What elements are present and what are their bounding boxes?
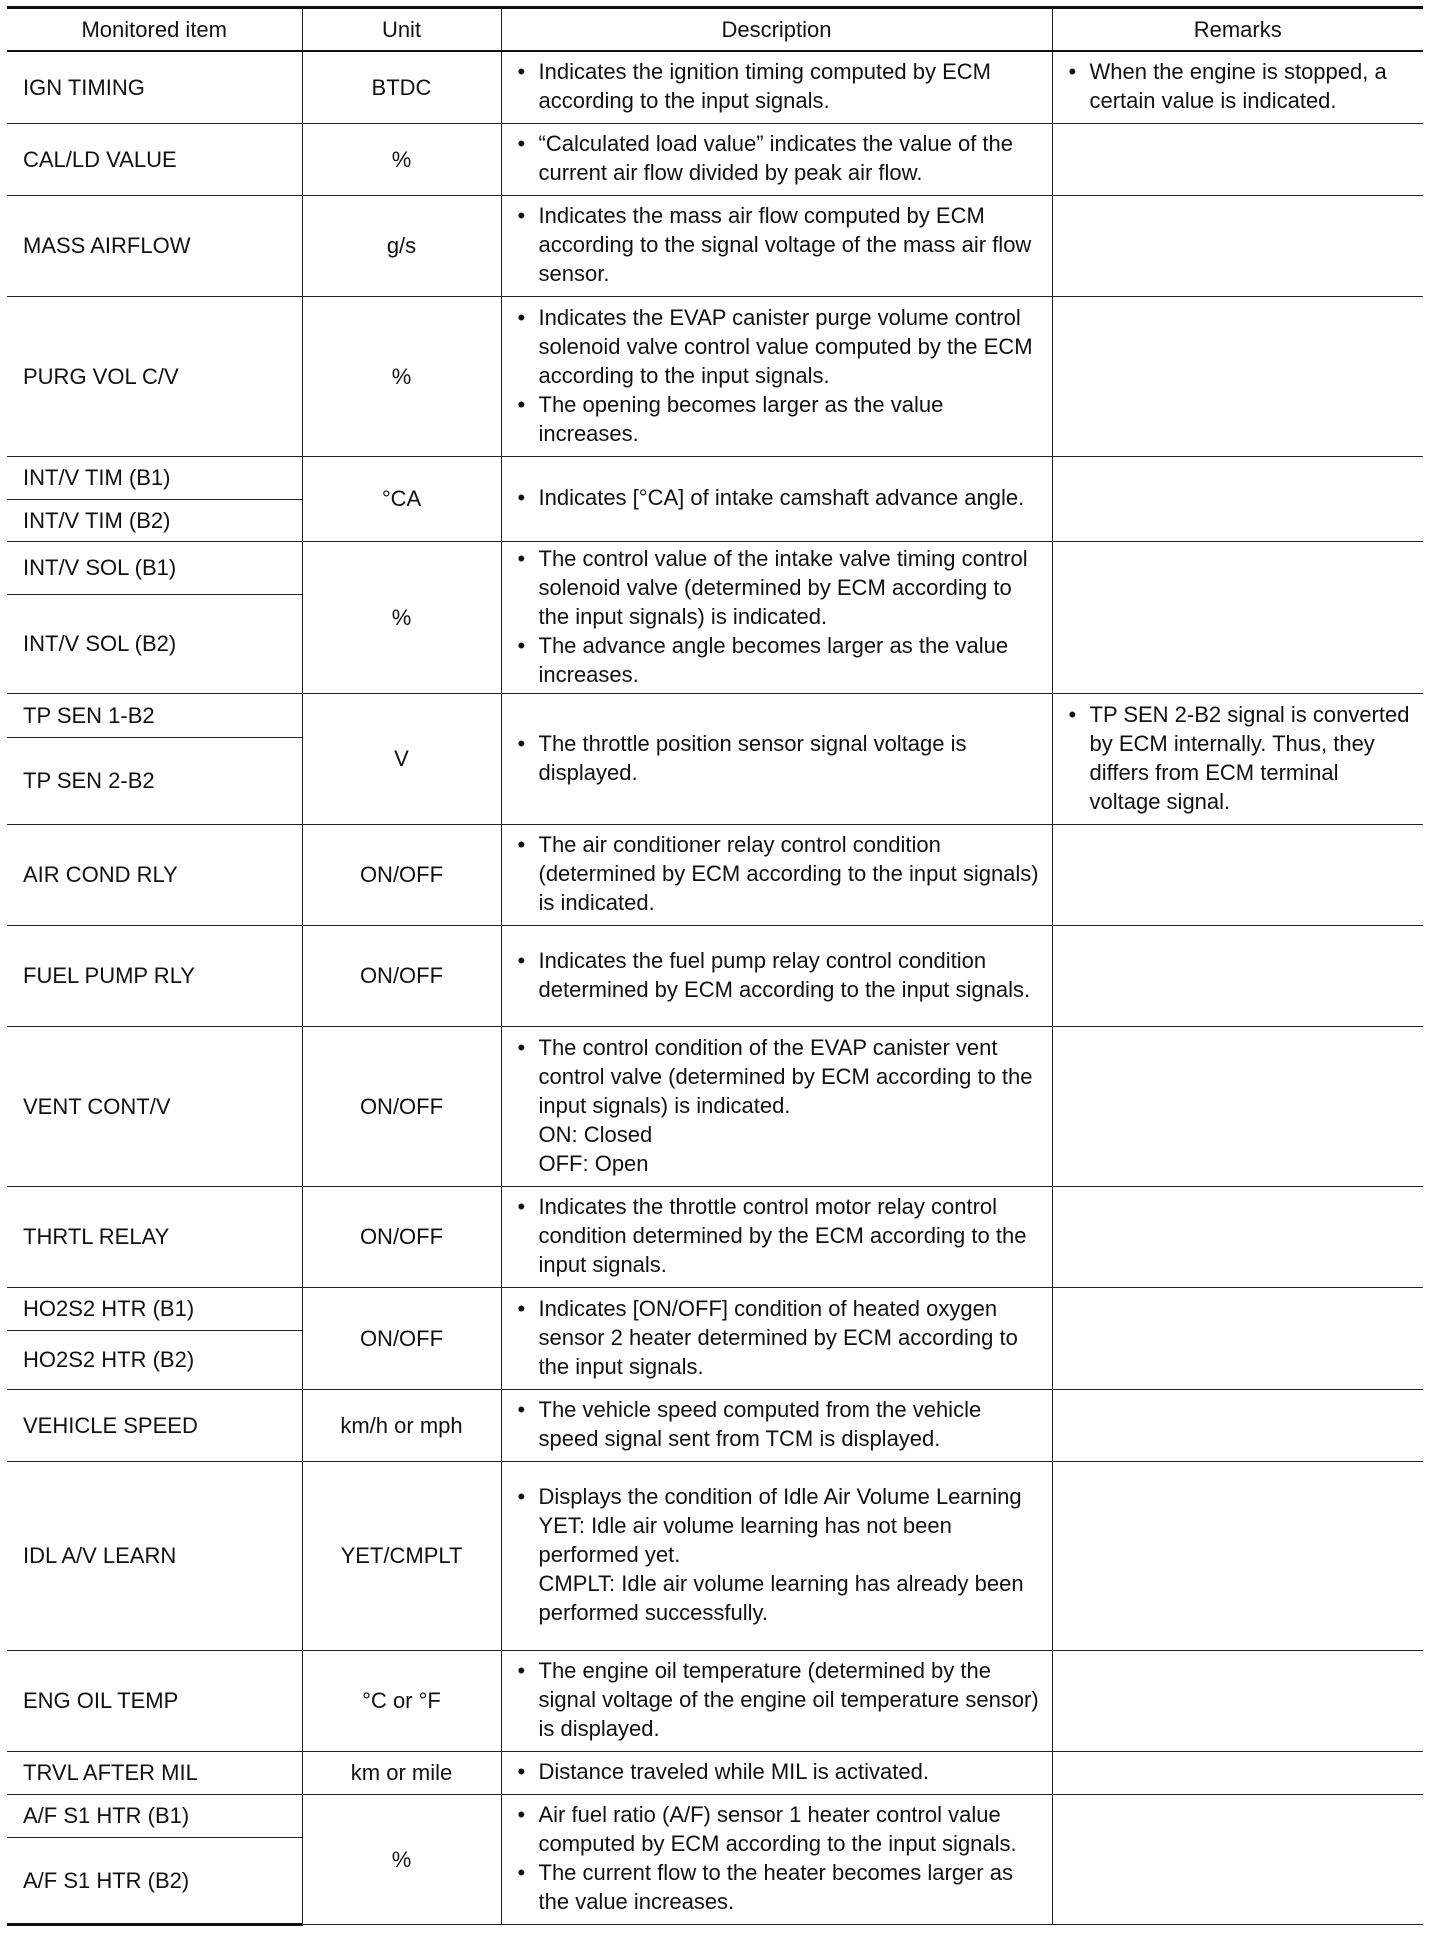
description-list bbox=[514, 1192, 1042, 1279]
description-bullet: • Distance traveled while MIL is activated. bbox=[514, 1757, 1042, 1786]
monitored-item-cell: VEHICLE SPEED bbox=[7, 1389, 302, 1461]
description-bullet: • The current flow to the heater becomes larger as the value increases. bbox=[514, 1858, 1042, 1916]
remarks-cell bbox=[1052, 195, 1423, 296]
description-cell bbox=[501, 51, 1052, 123]
description-list bbox=[514, 544, 1042, 689]
monitored-item-cell: TP SEN 2-B2 bbox=[7, 737, 302, 824]
table-row bbox=[7, 456, 1423, 499]
unit-cell: °C or °F bbox=[302, 1650, 501, 1751]
remarks-cell bbox=[1052, 456, 1423, 541]
description-list bbox=[514, 1033, 1042, 1120]
header-remarks: Remarks bbox=[1052, 8, 1423, 52]
monitored-item-cell: INT/V SOL (B2) bbox=[7, 594, 302, 693]
monitored-item-cell: HO2S2 HTR (B2) bbox=[7, 1330, 302, 1389]
unit-cell: km/h or mph bbox=[302, 1389, 501, 1461]
description-list bbox=[514, 830, 1042, 917]
description-bullet: • The advance angle becomes larger as the value increases. bbox=[514, 631, 1042, 689]
description-cell bbox=[501, 925, 1052, 1026]
monitored-item-cell: INT/V TIM (B2) bbox=[7, 499, 302, 541]
table-row bbox=[7, 541, 1423, 594]
description-cell bbox=[501, 1650, 1052, 1751]
header-description: Description bbox=[501, 8, 1052, 52]
table-header-row bbox=[7, 8, 1423, 52]
unit-cell: °CA bbox=[302, 456, 501, 541]
remarks-cell bbox=[1052, 51, 1423, 123]
monitored-item-cell: PURG VOL C/V bbox=[7, 296, 302, 456]
remark-bullet: • When the engine is stopped, a certain value is indicated. bbox=[1065, 57, 1414, 115]
description-bullet: • Indicates [°CA] of intake camshaft advance angle. bbox=[514, 483, 1042, 512]
remarks-cell bbox=[1052, 1461, 1423, 1650]
unit-cell: ON/OFF bbox=[302, 1026, 501, 1186]
description-cell bbox=[501, 1751, 1052, 1794]
description-bullet: • Indicates the EVAP canister purge volume control solenoid valve control value computed by the ECM according to the input signals. bbox=[514, 303, 1042, 390]
description-subline: YET: Idle air volume learning has not been performed yet. bbox=[538, 1513, 952, 1567]
description-list bbox=[514, 729, 1042, 787]
table-row bbox=[7, 1026, 1423, 1186]
monitored-item-cell: A/F S1 HTR (B1) bbox=[7, 1794, 302, 1837]
unit-cell: ON/OFF bbox=[302, 1186, 501, 1287]
description-bullet: • Indicates [ON/OFF] condition of heated oxygen sensor 2 heater determined by ECM according to the input signals. bbox=[514, 1294, 1042, 1381]
monitored-item-cell: INT/V TIM (B1) bbox=[7, 456, 302, 499]
table-row bbox=[7, 1287, 1423, 1330]
description-cell bbox=[501, 195, 1052, 296]
unit-cell: V bbox=[302, 693, 501, 824]
description-list bbox=[514, 1800, 1042, 1916]
remarks-cell bbox=[1052, 1794, 1423, 1924]
unit-cell: ON/OFF bbox=[302, 925, 501, 1026]
description-bullet: • “Calculated load value” indicates the value of the current air flow divided by peak air flow. bbox=[514, 129, 1042, 187]
remarks-cell bbox=[1052, 123, 1423, 195]
description-bullet: • Air fuel ratio (A/F) sensor 1 heater control value computed by ECM according to the input signals. bbox=[514, 1800, 1042, 1858]
description-list bbox=[514, 201, 1042, 288]
description-cell bbox=[501, 1389, 1052, 1461]
description-bullet: • The air conditioner relay control condition (determined by ECM according to the input signals) is indicated. bbox=[514, 830, 1042, 917]
description-bullet: • The vehicle speed computed from the vehicle speed signal sent from TCM is displayed. bbox=[514, 1395, 1042, 1453]
monitored-item-cell: THRTL RELAY bbox=[7, 1186, 302, 1287]
remarks-cell bbox=[1052, 1287, 1423, 1389]
description-bullet: • The engine oil temperature (determined by the signal voltage of the engine oil temperature sensor) is displayed. bbox=[514, 1656, 1042, 1743]
monitored-item-cell: IGN TIMING bbox=[7, 51, 302, 123]
description-list bbox=[514, 1482, 1042, 1511]
monitored-item-cell: HO2S2 HTR (B1) bbox=[7, 1287, 302, 1330]
unit-cell: % bbox=[302, 123, 501, 195]
monitored-item-cell: IDL A/V LEARN bbox=[7, 1461, 302, 1650]
data-monitor-table bbox=[7, 6, 1423, 1926]
description-cell bbox=[501, 1461, 1052, 1650]
monitor-table-container bbox=[7, 6, 1423, 1926]
remarks-cell bbox=[1052, 1389, 1423, 1461]
monitored-item-cell: AIR COND RLY bbox=[7, 824, 302, 925]
monitored-item-cell: CAL/LD VALUE bbox=[7, 123, 302, 195]
description-cell bbox=[501, 693, 1052, 824]
remarks-cell bbox=[1052, 1650, 1423, 1751]
description-list bbox=[514, 303, 1042, 448]
remarks-cell bbox=[1052, 541, 1423, 693]
remarks-cell bbox=[1052, 1026, 1423, 1186]
description-bullet: • Displays the condition of Idle Air Volume Learning bbox=[514, 1482, 1042, 1511]
table-row bbox=[7, 296, 1423, 456]
unit-cell: ON/OFF bbox=[302, 1287, 501, 1389]
remarks-list bbox=[1065, 57, 1414, 115]
remarks-cell bbox=[1052, 296, 1423, 456]
description-subline: OFF: Open bbox=[538, 1150, 649, 1176]
monitored-item-cell: TP SEN 1-B2 bbox=[7, 693, 302, 737]
unit-cell: km or mile bbox=[302, 1751, 501, 1794]
unit-cell: g/s bbox=[302, 195, 501, 296]
unit-cell: % bbox=[302, 1794, 501, 1924]
table-row bbox=[7, 1650, 1423, 1751]
table-row bbox=[7, 925, 1423, 1026]
unit-cell: ON/OFF bbox=[302, 824, 501, 925]
monitored-item-cell: A/F S1 HTR (B2) bbox=[7, 1837, 302, 1924]
table-row bbox=[7, 824, 1423, 925]
table-body bbox=[7, 51, 1423, 1924]
remarks-cell bbox=[1052, 925, 1423, 1026]
description-cell bbox=[501, 541, 1052, 693]
header-monitored-item: Monitored item bbox=[7, 8, 302, 52]
table-row bbox=[7, 1186, 1423, 1287]
table-row bbox=[7, 123, 1423, 195]
description-bullet: • The opening becomes larger as the value increases. bbox=[514, 390, 1042, 448]
description-cell bbox=[501, 123, 1052, 195]
remarks-cell bbox=[1052, 1751, 1423, 1794]
monitored-item-cell: ENG OIL TEMP bbox=[7, 1650, 302, 1751]
monitored-item-cell: INT/V SOL (B1) bbox=[7, 541, 302, 594]
monitored-item-cell: VENT CONT/V bbox=[7, 1026, 302, 1186]
unit-cell: YET/CMPLT bbox=[302, 1461, 501, 1650]
table-row bbox=[7, 1794, 1423, 1837]
table-row bbox=[7, 51, 1423, 123]
description-cell bbox=[501, 1186, 1052, 1287]
table-row bbox=[7, 1389, 1423, 1461]
description-list bbox=[514, 129, 1042, 187]
description-bullet: • Indicates the mass air flow computed by ECM according to the signal voltage of the mass air flow sensor. bbox=[514, 201, 1042, 288]
description-list bbox=[514, 1395, 1042, 1453]
description-cell bbox=[501, 824, 1052, 925]
monitored-item-cell: TRVL AFTER MIL bbox=[7, 1751, 302, 1794]
description-bullet: • The control value of the intake valve timing control solenoid valve (determined by ECM according to the input signals) is indicated. bbox=[514, 544, 1042, 631]
description-cell bbox=[501, 456, 1052, 541]
description-list bbox=[514, 57, 1042, 115]
remarks-cell bbox=[1052, 693, 1423, 824]
monitored-item-cell: MASS AIRFLOW bbox=[7, 195, 302, 296]
remarks-list bbox=[1065, 700, 1414, 816]
unit-cell: BTDC bbox=[302, 51, 501, 123]
description-cell bbox=[501, 1794, 1052, 1924]
unit-cell: % bbox=[302, 296, 501, 456]
unit-cell: % bbox=[302, 541, 501, 693]
table-row bbox=[7, 1751, 1423, 1794]
table-row bbox=[7, 1461, 1423, 1650]
description-bullet: • Indicates the ignition timing computed by ECM according to the input signals. bbox=[514, 57, 1042, 115]
description-bullet: • The control condition of the EVAP canister vent control valve (determined by ECM according to the input signals) is indicated. bbox=[514, 1033, 1042, 1120]
description-cell bbox=[501, 1026, 1052, 1186]
description-bullet: • Indicates the throttle control motor relay control condition determined by the ECM according to the input signals. bbox=[514, 1192, 1042, 1279]
description-bullet: • The throttle position sensor signal voltage is displayed. bbox=[514, 729, 1042, 787]
description-list bbox=[514, 1757, 1042, 1786]
header-unit: Unit bbox=[302, 8, 501, 52]
remark-bullet: • TP SEN 2-B2 signal is converted by ECM internally. Thus, they differs from ECM terminal voltage signal. bbox=[1065, 700, 1414, 816]
remarks-cell bbox=[1052, 1186, 1423, 1287]
table-row bbox=[7, 195, 1423, 296]
description-list bbox=[514, 1294, 1042, 1381]
description-bullet: • Indicates the fuel pump relay control condition determined by ECM according to the input signals. bbox=[514, 946, 1042, 1004]
monitored-item-cell: FUEL PUMP RLY bbox=[7, 925, 302, 1026]
description-list bbox=[514, 1656, 1042, 1743]
description-list bbox=[514, 483, 1042, 512]
description-subline: ON: Closed bbox=[538, 1121, 653, 1147]
remarks-cell bbox=[1052, 824, 1423, 925]
table-row bbox=[7, 693, 1423, 737]
description-cell bbox=[501, 296, 1052, 456]
description-subline: CMPLT: Idle air volume learning has already been performed successfully. bbox=[538, 1571, 1024, 1625]
description-list bbox=[514, 946, 1042, 1004]
description-cell bbox=[501, 1287, 1052, 1389]
